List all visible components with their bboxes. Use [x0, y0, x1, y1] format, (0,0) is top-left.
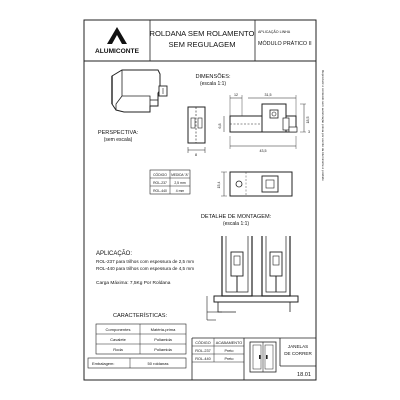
perspective-drawing — [112, 70, 167, 112]
finish-row1-finish: Preto — [224, 349, 234, 353]
dim-31-5: 31,5 — [264, 93, 272, 97]
application-line1: ROL-237 para trilhos com espessura de 2,5 mm — [96, 259, 195, 264]
application-label: APLICAÇÃO LINHA — [258, 30, 291, 34]
montage-detail-drawing — [207, 236, 298, 320]
alumiconte-logo — [95, 27, 140, 55]
code-table-row1-code: ROL-237 — [153, 181, 167, 185]
brand-name: ALUMICONTE — [95, 48, 139, 55]
dimensions-label: DIMENSÕES: — [195, 74, 231, 80]
montage-label: DETALHE DE MONTAGEM: — [200, 214, 272, 220]
product-title-line2: SEM REGULAGEM — [168, 40, 236, 49]
dim-8: 8 — [195, 153, 197, 157]
perspective-label: PERSPECTIVA: — [97, 130, 139, 136]
dim-18-5: 18,5 — [306, 116, 310, 124]
finish-header-code: CÓDIGO — [195, 341, 211, 345]
montage-scale: (escala 1:1) — [222, 221, 250, 227]
char-row1-material: Poliamida — [154, 337, 172, 342]
char-header-material: Matéria-prima — [150, 327, 176, 332]
code-table-row1-measure: 2,5 mm — [174, 181, 186, 185]
code-table-row2-code: ROL-440 — [153, 189, 167, 193]
window-label-line1: JANELAS — [287, 344, 309, 349]
packaging-value: 50 roldanas — [147, 361, 169, 366]
char-row2-component: Roda — [113, 347, 123, 352]
application-title: APLICAÇÃO: — [96, 251, 133, 257]
finish-row2-finish: Preto — [224, 357, 234, 361]
char-row2-material: Poliamida — [154, 347, 172, 352]
code-table-header-measure: MEDIDA "A" — [171, 173, 189, 177]
finish-row1-code: ROL-237 — [195, 349, 211, 353]
window-label-line2: DE CORRER — [284, 351, 312, 356]
max-load-text: Carga Máxima: 7,5Kg Por Roldana — [96, 281, 171, 286]
front-view-drawing — [224, 95, 306, 149]
finish-header-finish: ACABAMENTO — [215, 341, 243, 345]
char-row1-component: Cavalete — [110, 337, 126, 342]
code-table-row2-measure: 4 mm — [175, 189, 185, 193]
application-value: MÓDULO PRÁTICO II — [258, 41, 312, 47]
bottom-view-drawing — [221, 172, 292, 196]
side-view-drawing — [188, 107, 205, 153]
dimensions-scale: (escala 1:1) — [199, 81, 227, 87]
dim-6-8: 6,8 — [218, 123, 222, 129]
copyright-note: Reproduzir o conteúdo sem autorização prévia por escrito da Alumiconte é proibido — [321, 70, 325, 181]
char-header-component: Componentes — [105, 327, 131, 332]
sheet-number: 18.01 — [297, 372, 311, 378]
dim-12: 12 — [234, 93, 238, 97]
perspective-scale: (sem escala) — [103, 137, 133, 143]
dim-43-5: 43,5 — [259, 149, 267, 153]
product-title-line1: ROLDANA SEM ROLAMENTO — [149, 29, 255, 38]
application-line2: ROL-440 para trilhos com espessura de 4,5 mm — [96, 266, 195, 271]
packaging-label: Embalagem: — [92, 361, 115, 366]
characteristics-title: CARACTERÍSTICAS: — [112, 313, 168, 319]
dim-15-4: 15,4 — [217, 181, 221, 189]
finish-row2-code: ROL-440 — [195, 357, 211, 361]
dim-3: 3 — [308, 130, 310, 134]
sliding-window-icon — [250, 342, 276, 372]
code-table-header-code: CÓDIGO — [153, 173, 167, 177]
